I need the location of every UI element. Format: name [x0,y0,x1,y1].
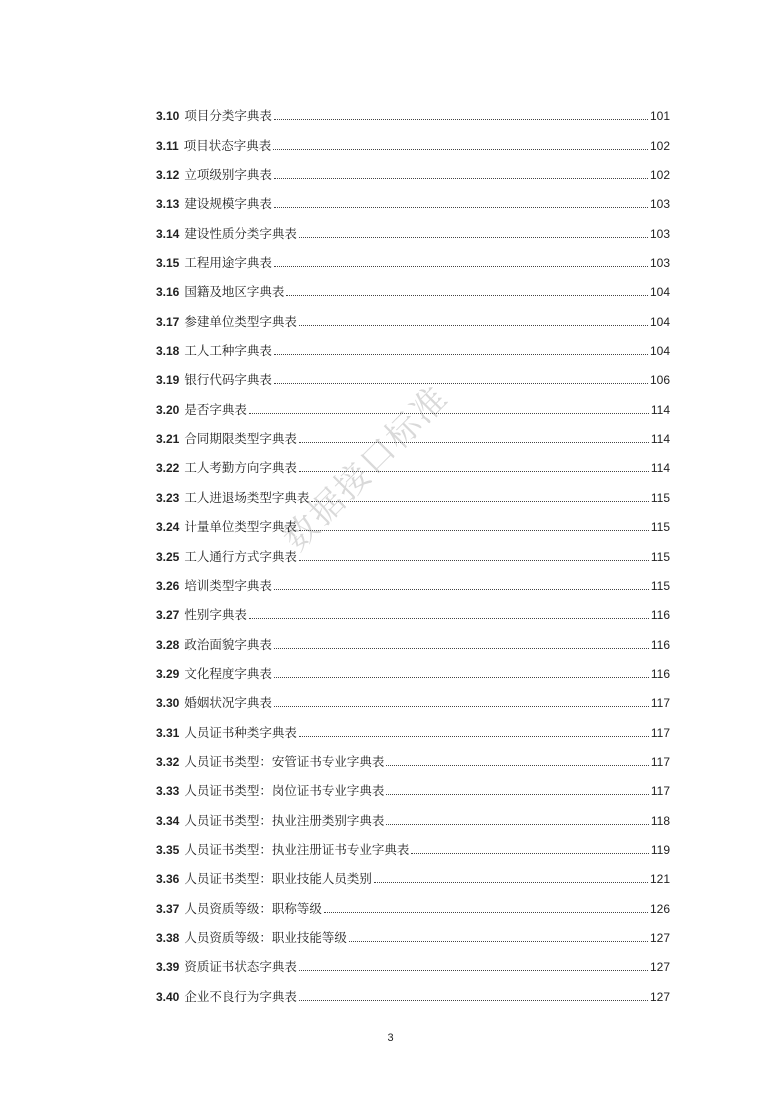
toc-entry-title: 参建单位类型字典表 [184,313,297,329]
toc-entry-number: 3.22 [156,461,180,476]
toc-entry-title: 政治面貌字典表 [184,636,272,652]
toc-dot-leader [299,471,649,472]
toc-entry-number: 3.37 [156,901,180,916]
toc-dot-leader [299,237,648,238]
toc-entry[interactable] [156,388,670,417]
toc-entry[interactable] [156,95,670,124]
toc-entry[interactable] [156,682,670,711]
toc-entry[interactable] [156,212,670,241]
toc-entry-page: 116 [650,608,670,623]
toc-dot-leader [249,618,649,619]
toc-entry-title: 婚姻状况字典表 [184,695,272,711]
toc-dot-leader [274,354,648,355]
toc-dot-leader [274,207,648,208]
toc-entry-number: 3.21 [156,432,180,447]
toc-entry-number: 3.25 [156,549,180,564]
toc-entry-title: 人员证书类型：岗位证书专业字典表 [184,783,385,799]
toc-dot-leader [311,501,648,502]
toc-entry-page: 115 [650,490,670,505]
toc-entry-page: 118 [650,813,670,828]
toc-entry-number: 3.10 [156,109,180,124]
toc-entry[interactable] [156,330,670,359]
toc-entry-number: 3.27 [156,608,180,623]
toc-entry-title: 合同期限类型字典表 [184,431,297,447]
toc-dot-leader [299,530,649,531]
toc-entry-number: 3.12 [156,168,180,183]
toc-entry[interactable] [156,594,670,623]
toc-entry-number: 3.30 [156,696,180,711]
toc-entry-page: 114 [650,432,670,447]
toc-entry[interactable] [156,271,670,300]
toc-dot-leader [299,736,649,737]
toc-dot-leader [299,560,649,561]
toc-entry-title: 项目分类字典表 [184,108,272,124]
toc-dot-leader [273,149,648,150]
toc-dot-leader [274,706,649,707]
toc-entry-title: 立项级别字典表 [184,167,272,183]
toc-entry-page: 127 [649,930,670,945]
toc-entry-number: 3.28 [156,637,180,652]
toc-entry-page: 106 [649,373,670,388]
toc-dot-leader [324,912,648,913]
toc-entry-page: 117 [650,696,670,711]
toc-entry-page: 127 [649,960,670,975]
toc-dot-leader [274,677,649,678]
toc-entry-title: 文化程度字典表 [184,665,272,681]
toc-entry-title: 工人工种字典表 [184,343,272,359]
toc-dot-leader [274,648,649,649]
toc-entry-title: 人员证书种类字典表 [184,724,297,740]
toc-entry-number: 3.14 [156,226,180,241]
toc-entry-title: 工人进退场类型字典表 [184,489,310,505]
toc-entry[interactable] [156,300,670,329]
toc-dot-leader [411,853,648,854]
toc-dot-leader [299,1000,648,1001]
toc-entry-page: 121 [649,872,670,887]
toc-entry[interactable] [156,975,670,1004]
toc-entry-page: 117 [650,754,670,769]
toc-entry-page: 114 [650,461,670,476]
toc-entry[interactable] [156,565,670,594]
toc-entry-number: 3.24 [156,520,180,535]
toc-dot-leader [274,383,648,384]
toc-entry-title: 工人通行方式字典表 [184,548,297,564]
toc-entry-page: 119 [650,842,670,857]
toc-entry-title: 人员资质等级：职称等级 [184,900,322,916]
toc-entry-page: 116 [650,637,670,652]
toc-entry-number: 3.20 [156,402,180,417]
toc-entry-number: 3.13 [156,197,180,212]
toc-dot-leader [299,442,649,443]
toc-entry[interactable] [156,799,670,828]
toc-entry-page: 117 [650,784,670,799]
toc-entry-number: 3.11 [156,138,179,153]
toc-entry[interactable] [156,829,670,858]
toc-dot-leader [274,178,648,179]
toc-dot-leader [349,941,648,942]
toc-entry[interactable] [156,711,670,740]
toc-entry-page: 104 [649,285,670,300]
toc-entry-number: 3.23 [156,490,180,505]
toc-dot-leader [386,824,648,825]
toc-entry[interactable] [156,770,670,799]
toc-entry-title: 项目状态字典表 [183,137,272,153]
toc-entry-title: 工人考勤方向字典表 [184,460,297,476]
toc-entry-page: 104 [649,314,670,329]
toc-entry-page: 102 [649,168,670,183]
toc-entry[interactable] [156,741,670,770]
toc-entry[interactable] [156,359,670,388]
toc-entry-title: 人员证书类型：职业技能人员类别 [184,871,372,887]
toc-entry-page: 115 [650,520,670,535]
toc-entry[interactable] [156,917,670,946]
toc-dot-leader [274,119,648,120]
toc-entry-title: 工程用途字典表 [184,255,272,271]
toc-entry-page: 117 [650,725,670,740]
toc-entry-number: 3.36 [156,872,180,887]
toc-entry-title: 人员证书类型：执业注册证书专业字典表 [184,841,410,857]
toc-entry[interactable] [156,887,670,916]
toc-entry-page: 127 [649,989,670,1004]
toc-entry[interactable] [156,183,670,212]
toc-entry-number: 3.33 [156,784,180,799]
toc-dot-leader [274,266,648,267]
toc-entry-title: 是否字典表 [184,401,247,417]
toc-dot-leader [274,589,649,590]
toc-entry-number: 3.19 [156,373,180,388]
toc-entry[interactable] [156,653,670,682]
toc-entry-number: 3.32 [156,754,180,769]
toc-entry[interactable] [156,535,670,564]
toc-entry-number: 3.17 [156,314,180,329]
toc-entry-title: 培训类型字典表 [184,577,272,593]
toc-dot-leader [299,970,648,971]
toc-entry-number: 3.40 [156,989,180,1004]
toc-entry-title: 计量单位类型字典表 [184,519,297,535]
toc-entry-page: 104 [649,344,670,359]
toc-entry-page: 126 [649,901,670,916]
toc-entry[interactable] [156,623,670,652]
toc-entry-title: 资质证书状态字典表 [184,959,297,975]
toc-entry-title: 银行代码字典表 [184,372,272,388]
toc-entry[interactable] [156,506,670,535]
toc-entry-page: 115 [650,578,670,593]
toc-entry[interactable] [156,946,670,975]
toc-entry-number: 3.39 [156,960,180,975]
toc-entry-title: 人员证书类型：安管证书专业字典表 [184,753,385,769]
toc-entry-number: 3.29 [156,666,180,681]
toc-entry[interactable] [156,124,670,153]
toc-entry-page: 103 [649,197,670,212]
toc-entry-title: 建设规模字典表 [184,196,272,212]
watermark: 数据接口标准 [275,377,457,559]
page-number: 3 [387,1032,394,1044]
toc-dot-leader [386,765,648,766]
toc-entry-page: 115 [650,549,670,564]
table-of-contents [156,95,670,1005]
toc-entry-title: 企业不良行为字典表 [184,988,297,1004]
toc-entry-number: 3.26 [156,578,180,593]
toc-entry[interactable] [156,476,670,505]
toc-entry[interactable] [156,154,670,183]
toc-entry-number: 3.35 [156,842,180,857]
toc-entry[interactable] [156,418,670,447]
toc-entry-page: 116 [650,666,670,681]
toc-entry-page: 103 [649,256,670,271]
toc-dot-leader [374,882,648,883]
toc-entry-number: 3.15 [156,256,180,271]
toc-entry-number: 3.34 [156,813,180,828]
toc-entry-title: 性别字典表 [184,607,247,623]
toc-entry[interactable] [156,858,670,887]
toc-entry-title: 人员证书类型：执业注册类别字典表 [184,812,385,828]
toc-entry-page: 101 [649,109,670,124]
toc-entry[interactable] [156,447,670,476]
toc-entry-number: 3.18 [156,344,180,359]
toc-dot-leader [299,325,648,326]
toc-dot-leader [249,413,649,414]
toc-entry[interactable] [156,242,670,271]
toc-entry-title: 国籍及地区字典表 [184,284,285,300]
toc-entry-number: 3.16 [156,285,180,300]
toc-entry-page: 103 [649,226,670,241]
toc-entry-title: 人员资质等级：职业技能等级 [184,929,347,945]
toc-dot-leader [286,295,648,296]
toc-entry-title: 建设性质分类字典表 [184,225,297,241]
toc-entry-page: 102 [649,138,670,153]
toc-entry-page: 114 [650,402,670,417]
toc-entry-number: 3.38 [156,930,180,945]
toc-dot-leader [386,794,648,795]
toc-entry-number: 3.31 [156,725,180,740]
